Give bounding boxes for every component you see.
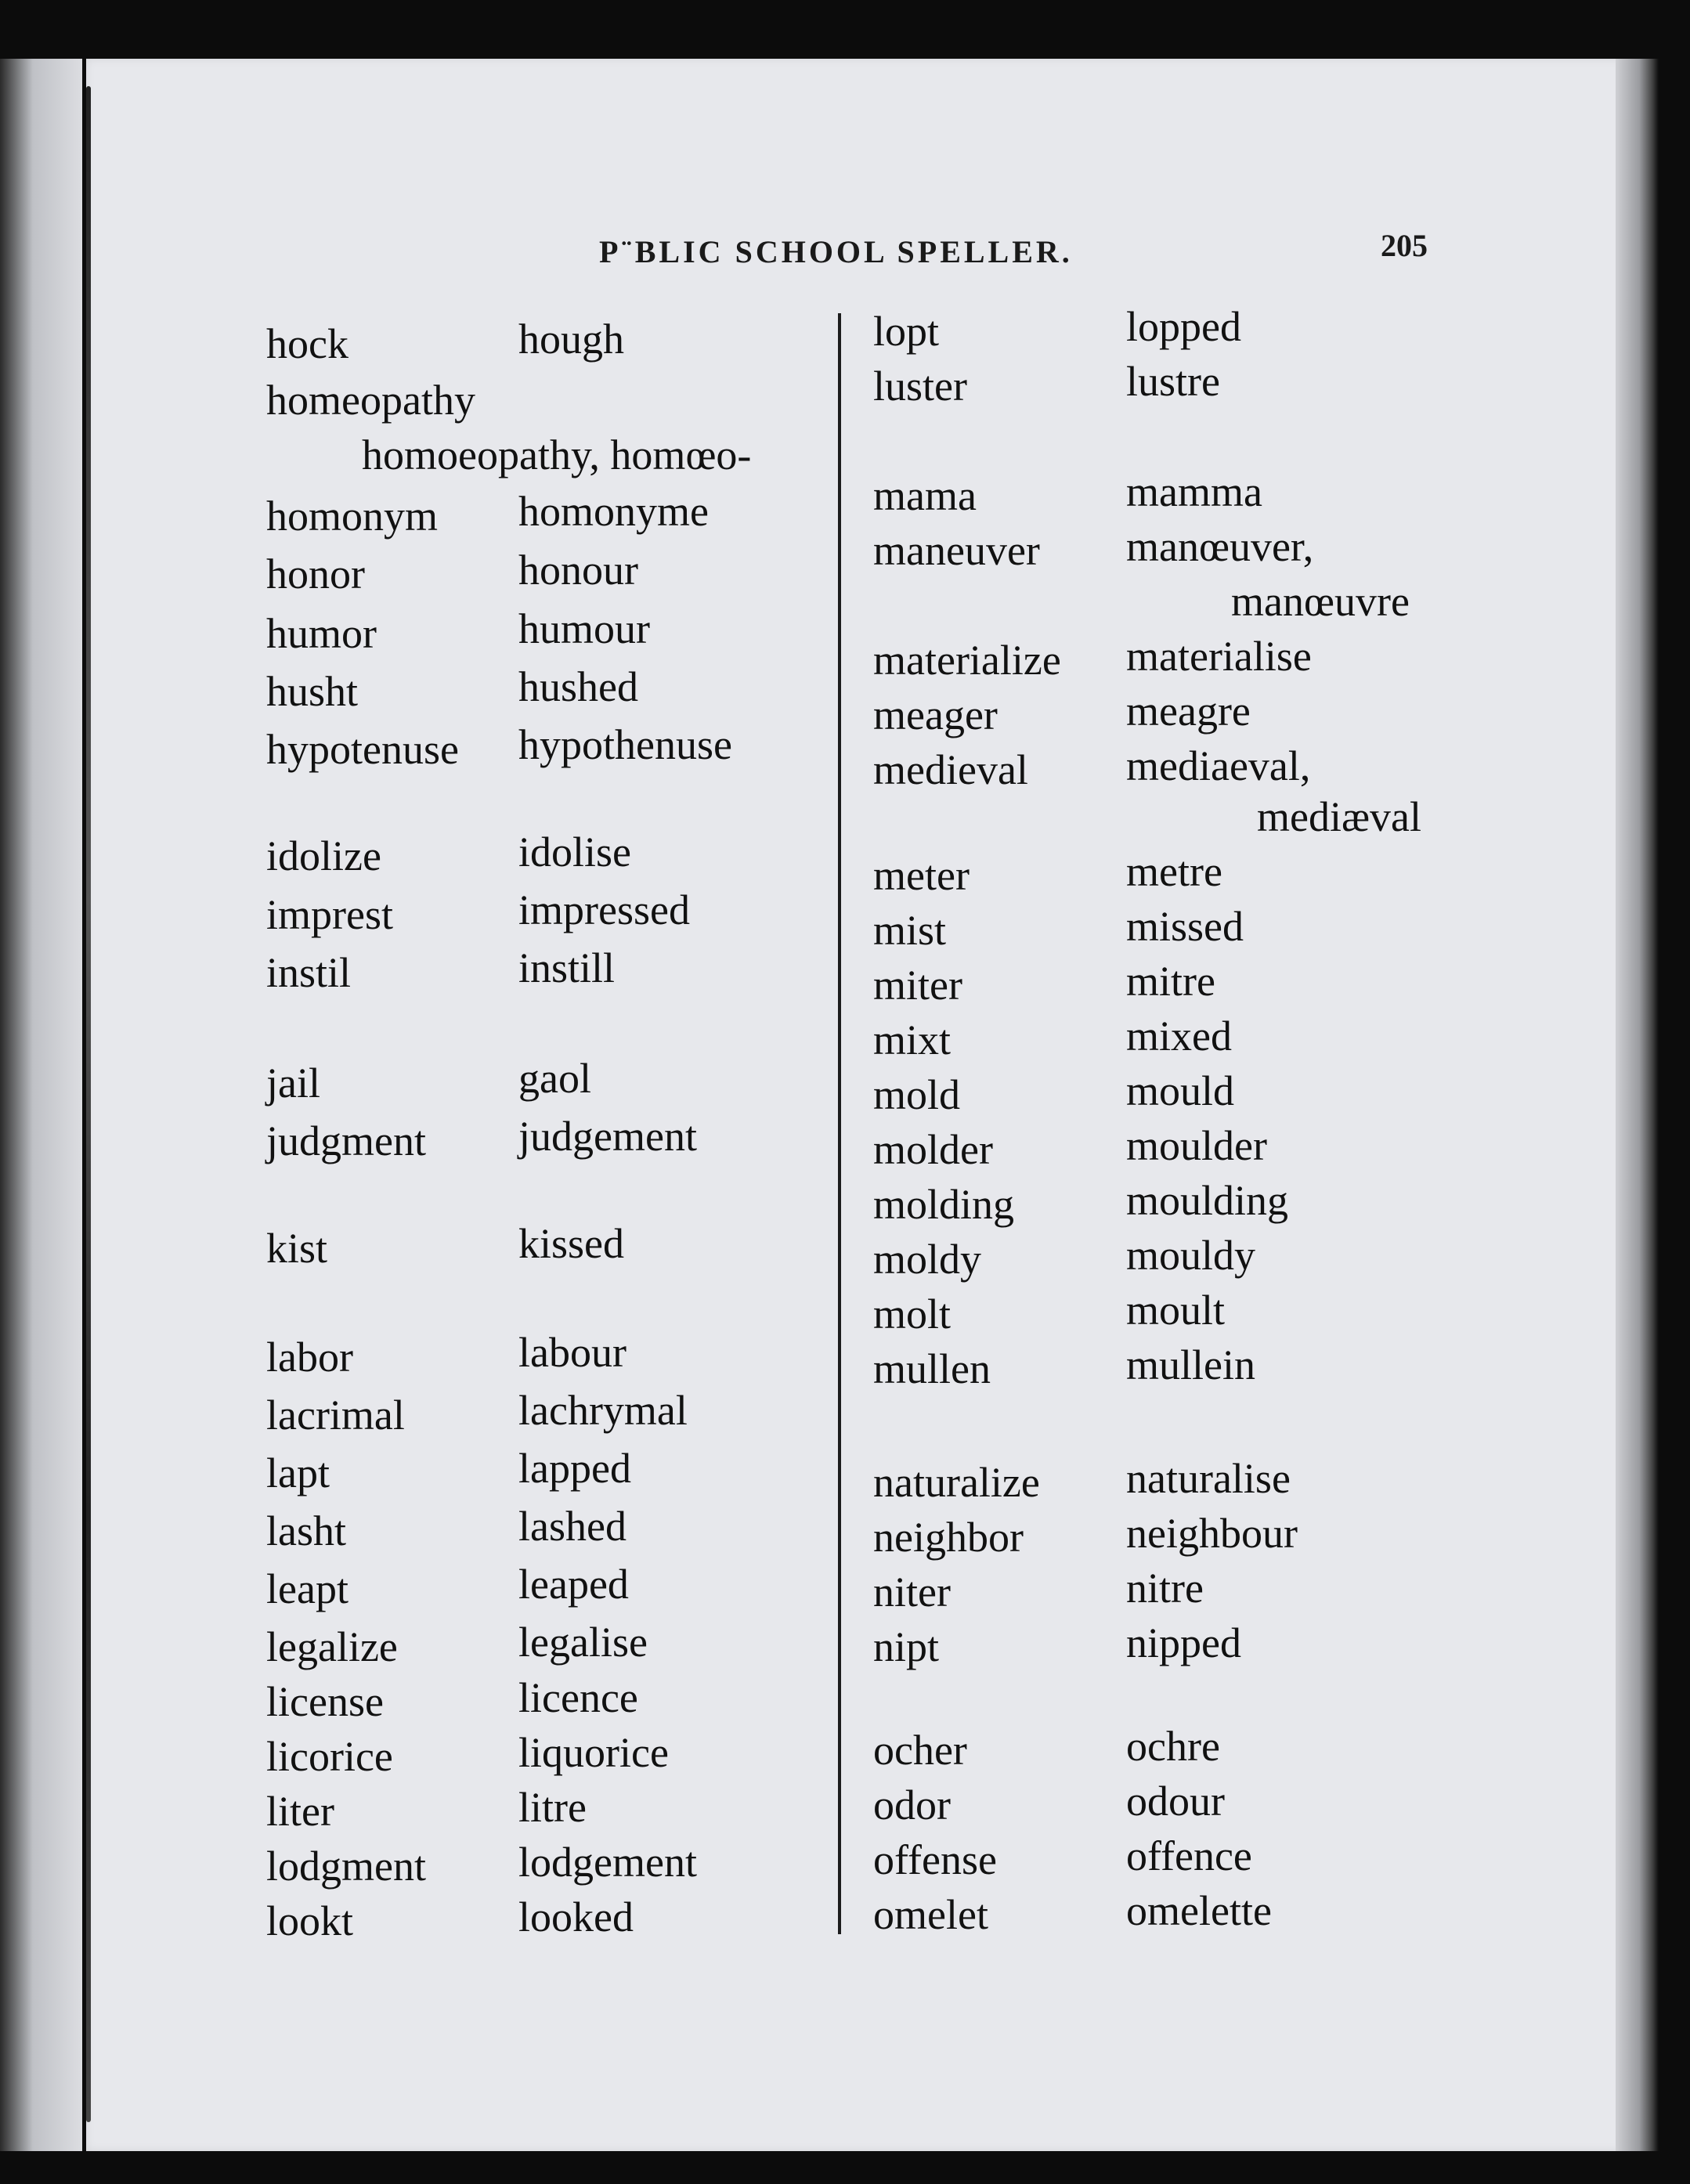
word-british: homonyme — [518, 488, 709, 535]
word-british-continued: homoeopathy, homœo- — [362, 431, 752, 478]
word-british: idolise — [518, 828, 631, 875]
word-american: lodgment — [266, 1843, 426, 1890]
word-american: materialize — [873, 637, 1061, 684]
word-american: legalize — [266, 1623, 398, 1670]
word-british: kissed — [518, 1220, 624, 1267]
word-british: humour — [518, 605, 650, 652]
word-american: lapt — [266, 1449, 330, 1496]
word-british: mullein — [1126, 1341, 1255, 1388]
word-american: niter — [873, 1569, 951, 1615]
word-british: liquorice — [518, 1729, 669, 1776]
word-american: husht — [266, 668, 359, 715]
word-british: legalise — [518, 1619, 648, 1666]
word-british: mediaeval, — [1126, 742, 1311, 789]
column-divider — [838, 313, 841, 1934]
page-number: 205 — [1381, 228, 1428, 263]
word-british: gaol — [518, 1055, 591, 1102]
word-british: nitre — [1126, 1565, 1204, 1612]
word-british: mixed — [1126, 1013, 1232, 1060]
word-american: licorice — [266, 1733, 393, 1780]
word-british: naturalise — [1126, 1455, 1291, 1502]
word-american: offense — [873, 1836, 997, 1883]
word-american: homonym — [266, 493, 439, 540]
word-american: maneuver — [873, 527, 1040, 574]
word-american: mixt — [873, 1016, 952, 1063]
word-american: hypotenuse — [266, 726, 459, 773]
word-british: neighbour — [1126, 1510, 1298, 1557]
word-british: meagre — [1126, 688, 1251, 735]
facing-page-edge — [0, 59, 82, 2151]
word-british: honour — [518, 547, 638, 594]
word-british: mamma — [1126, 468, 1262, 515]
word-american: hock — [266, 320, 348, 367]
word-american: naturalize — [873, 1459, 1040, 1506]
word-american: medieval — [873, 746, 1028, 793]
word-american: molding — [873, 1181, 1015, 1228]
word-british: mouldy — [1126, 1232, 1256, 1279]
word-british-continued: mediæval — [1257, 793, 1421, 840]
word-british: lodgement — [518, 1839, 697, 1886]
word-british: lachrymal — [518, 1387, 688, 1434]
word-british: judgement — [518, 1113, 697, 1160]
word-american: leapt — [266, 1565, 348, 1612]
word-american: lacrimal — [266, 1392, 405, 1439]
word-american: nipt — [873, 1623, 940, 1670]
word-american: imprest — [266, 891, 393, 938]
word-british: mould — [1126, 1067, 1235, 1114]
word-british: litre — [518, 1784, 587, 1831]
word-british: lustre — [1126, 358, 1220, 405]
word-american: kist — [266, 1225, 328, 1272]
word-american: judgment — [266, 1117, 426, 1164]
word-american: molt — [873, 1291, 952, 1337]
word-british: hough — [518, 316, 624, 363]
book-spine — [86, 86, 91, 2122]
word-american: idolize — [266, 832, 381, 879]
word-american: meager — [873, 691, 998, 738]
word-british: materialise — [1126, 633, 1312, 680]
word-american: jail — [266, 1060, 320, 1106]
word-british: manœuver, — [1126, 523, 1314, 570]
word-american: homeopathy — [266, 377, 475, 424]
word-british: hypothenuse — [518, 721, 732, 768]
word-american: liter — [266, 1788, 334, 1835]
word-american: lookt — [266, 1897, 354, 1944]
word-american: molder — [873, 1126, 993, 1173]
word-american: mama — [873, 472, 977, 519]
word-american: license — [266, 1678, 384, 1725]
word-british: licence — [518, 1674, 638, 1721]
word-american: luster — [873, 363, 967, 410]
word-british: lapped — [518, 1445, 631, 1492]
word-american: labor — [266, 1334, 353, 1381]
word-british: moult — [1126, 1287, 1226, 1334]
word-american: neighbor — [873, 1514, 1024, 1561]
word-american: lasht — [266, 1507, 346, 1554]
word-british: odour — [1126, 1778, 1225, 1825]
word-american: humor — [266, 610, 377, 657]
word-american: moldy — [873, 1236, 982, 1283]
word-british: moulder — [1126, 1122, 1267, 1169]
word-british: mitre — [1126, 958, 1215, 1005]
word-british: offence — [1126, 1832, 1252, 1879]
word-american: omelet — [873, 1891, 988, 1938]
word-british: looked — [518, 1893, 634, 1940]
running-header: P¨BLIC SCHOOL SPELLER. — [599, 234, 1073, 269]
page-edge-right — [1616, 59, 1659, 2151]
word-american: miter — [873, 962, 962, 1009]
word-american: honor — [266, 551, 365, 597]
word-american: ocher — [873, 1727, 967, 1774]
word-british: ochre — [1126, 1723, 1220, 1770]
word-british: labour — [518, 1329, 627, 1376]
word-british: leaped — [518, 1561, 629, 1608]
word-american: mullen — [873, 1345, 991, 1392]
word-british: metre — [1126, 848, 1222, 895]
word-american: lopt — [873, 308, 940, 355]
word-british: lopped — [1126, 303, 1241, 350]
word-american: mist — [873, 907, 947, 954]
word-american: mold — [873, 1071, 961, 1118]
word-american: meter — [873, 852, 970, 899]
word-british: moulding — [1126, 1177, 1289, 1224]
word-british: instill — [518, 944, 616, 991]
word-british: omelette — [1126, 1887, 1272, 1934]
word-american: instil — [266, 949, 352, 996]
word-british: nipped — [1126, 1619, 1241, 1666]
word-british-continued: manœuvre — [1231, 578, 1410, 625]
word-american: odor — [873, 1781, 951, 1828]
word-british: hushed — [518, 663, 638, 710]
word-british: missed — [1126, 903, 1244, 950]
word-british: impressed — [518, 886, 690, 933]
word-british: lashed — [518, 1503, 627, 1550]
